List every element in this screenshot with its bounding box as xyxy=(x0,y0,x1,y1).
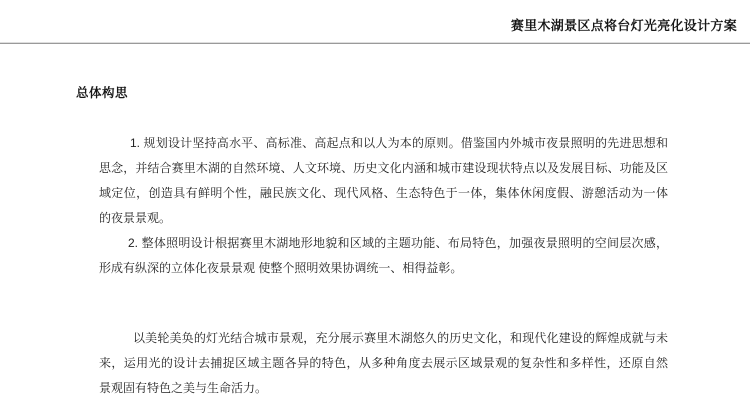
header-rule xyxy=(0,43,750,44)
text-line: 的夜景景观。 xyxy=(99,211,172,225)
body-text xyxy=(99,131,668,401)
paragraph-3 xyxy=(99,326,668,401)
text-line: 形成有纵深的立体化夜景景观 使整个照明效果协调统一、相得益彰。 xyxy=(99,261,463,275)
section-heading: 总体构思 xyxy=(76,86,129,100)
header-title: 赛里木湖景区点将台灯光亮化设计方案 xyxy=(510,18,737,33)
text-line: 思念，并结合赛里木湖的自然环境、人文环境、历史文化内涵和城市建设现状特点以及发展目标、功能及区 xyxy=(99,161,668,175)
text-line: 域定位，创造具有鲜明个性，融民族文化、现代风格、生态特色于一体，集体休闲度假、游憩活动为一体 xyxy=(99,186,668,200)
text-line: 以美轮美奂的灯光结合城市景观，充分展示赛里木湖悠久的历史文化，和现代化建设的辉煌成就与未 xyxy=(133,331,668,345)
text-line: 1. 规划设计坚持高水平、高标准、高起点和以人为本的原则。借鉴国内外城市夜景照明的先进思想和 xyxy=(130,136,668,150)
text-line: 来，运用光的设计去捕捉区域主题各异的特色，从多种角度去展示区域景观的复杂性和多样性，还原自然 xyxy=(99,356,668,370)
paragraph-2 xyxy=(99,231,668,281)
page-header xyxy=(0,0,750,33)
paragraph-1 xyxy=(99,131,668,231)
text-line: 景观固有特色之美与生命活力。 xyxy=(99,381,268,395)
text-line: 2. 整体照明设计根据赛里木湖地形地貌和区域的主题功能、布局特色，加强夜景照明的空间层次感， xyxy=(128,236,668,250)
